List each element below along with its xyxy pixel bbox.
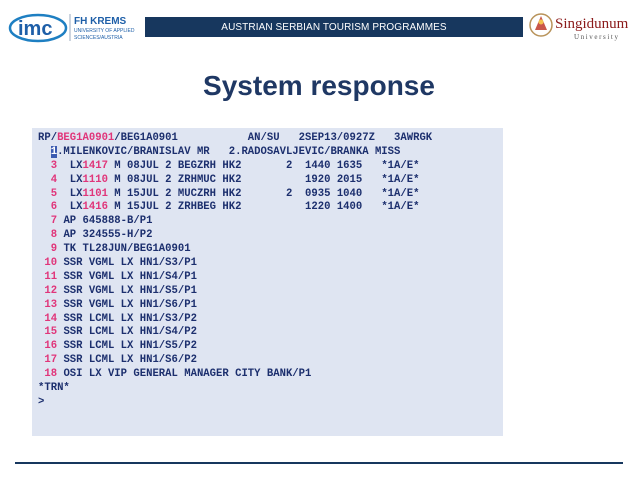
terminal-line bbox=[38, 257, 503, 271]
terminal-text: 5 bbox=[38, 187, 70, 200]
terminal-screen bbox=[32, 128, 503, 436]
fh-krems-sub1: UNIVERSITY OF APPLIED bbox=[74, 28, 135, 34]
fh-krems-text: FH KREMS bbox=[74, 16, 127, 27]
terminal-text: SSR LCML LX HN1/S5/P2 bbox=[63, 340, 197, 353]
terminal-line bbox=[38, 174, 503, 188]
terminal-line bbox=[38, 299, 503, 313]
terminal-text: 14 bbox=[38, 312, 64, 325]
terminal-line bbox=[38, 243, 503, 257]
terminal-line bbox=[38, 368, 503, 382]
terminal-text: 17 bbox=[38, 354, 64, 367]
terminal-line bbox=[38, 188, 503, 202]
imc-logo-text: imc bbox=[18, 18, 53, 40]
terminal-line bbox=[38, 201, 503, 215]
terminal-text bbox=[38, 146, 51, 158]
terminal-text: M 15JUL 2 ZRHBEG HK2 1220 1400 *1A/E* bbox=[107, 201, 420, 214]
terminal-line bbox=[38, 285, 503, 299]
terminal-text: SSR LCML LX HN1/S4/P2 bbox=[63, 326, 197, 339]
terminal-text: SSR LCML LX HN1/S6/P2 bbox=[63, 354, 197, 367]
terminal-line bbox=[38, 215, 503, 229]
terminal-text: 4 bbox=[38, 173, 70, 186]
terminal-text: 16 bbox=[38, 340, 64, 353]
singidunum-logo bbox=[528, 8, 634, 44]
terminal-text: OSI LX VIP GENERAL MANAGER CITY BANK/P1 bbox=[63, 368, 312, 381]
terminal-text: LX bbox=[69, 187, 83, 200]
fh-krems-sub2: SCIENCES/AUSTRIA bbox=[74, 35, 123, 41]
terminal-line bbox=[38, 229, 503, 243]
terminal-text: 12 bbox=[38, 284, 64, 297]
terminal-text: 11 bbox=[38, 270, 64, 283]
terminal-text: TK TL28JUN/BEG1A0901 bbox=[63, 243, 191, 256]
singidunum-sub: University bbox=[574, 33, 620, 41]
header-banner bbox=[145, 17, 523, 37]
terminal-cursor: 1 bbox=[50, 145, 58, 158]
terminal-text: .MILENKOVIC/BRANISLAV MR 2.RADOSAVLJEVIC/BRANKA MISS bbox=[57, 145, 401, 158]
terminal-text: 10 bbox=[38, 257, 64, 270]
banner-text: AUSTRIAN SERBIAN TOURISM PROGRAMMES bbox=[221, 21, 447, 33]
terminal-text: M 08JUL 2 BEGZRH HK2 2 1440 1635 *1A/E* bbox=[107, 159, 420, 172]
terminal-text: LX bbox=[69, 173, 83, 186]
terminal-text: > bbox=[38, 395, 45, 408]
terminal-text: 9 bbox=[38, 243, 64, 256]
terminal-text: RP/ bbox=[38, 132, 58, 144]
terminal-text: /BEG1A0901 AN/SU 2SEP13/0927Z 3AWRGK bbox=[114, 132, 433, 144]
terminal-line bbox=[38, 271, 503, 285]
terminal-text: AP 645888-B/P1 bbox=[63, 215, 153, 228]
terminal-line bbox=[38, 340, 503, 354]
terminal-text: SSR VGML LX HN1/S3/P1 bbox=[63, 257, 197, 270]
terminal-text: 15 bbox=[38, 326, 64, 339]
terminal-text: SSR LCML LX HN1/S3/P2 bbox=[63, 312, 197, 325]
terminal-text: 18 bbox=[38, 368, 64, 381]
terminal-line bbox=[38, 313, 503, 327]
slide-title: System response bbox=[203, 70, 435, 101]
terminal-text: 8 bbox=[38, 229, 64, 242]
terminal-text: SSR VGML LX HN1/S5/P1 bbox=[63, 284, 197, 297]
terminal-text: M 08JUL 2 ZRHMUC HK2 1920 2015 *1A/E* bbox=[107, 173, 420, 186]
terminal-text: *TRN* bbox=[38, 382, 70, 395]
terminal-line bbox=[38, 396, 503, 410]
terminal-text: 7 bbox=[38, 215, 64, 228]
singidunum-name: Singidunum bbox=[555, 16, 629, 32]
terminal-text: 13 bbox=[38, 298, 64, 311]
terminal-line bbox=[38, 382, 503, 396]
terminal-text: BEG1A0901 bbox=[57, 132, 115, 144]
terminal-text: LX bbox=[69, 201, 83, 214]
terminal-text: 1417 bbox=[82, 159, 108, 172]
terminal-text: 1101 bbox=[82, 187, 108, 200]
footer-divider bbox=[15, 462, 623, 464]
terminal-text: 6 bbox=[38, 201, 70, 214]
terminal-line bbox=[38, 326, 503, 340]
terminal-text: 1110 bbox=[82, 173, 108, 186]
terminal-text: M 15JUL 2 MUCZRH HK2 2 0935 1040 *1A/E* bbox=[107, 187, 420, 200]
terminal-line bbox=[38, 132, 503, 146]
terminal-text: AP 324555-H/P2 bbox=[63, 229, 153, 242]
terminal-text: 3 bbox=[38, 159, 70, 172]
terminal-line bbox=[38, 146, 503, 160]
terminal-line bbox=[38, 160, 503, 174]
terminal-text: SSR VGML LX HN1/S6/P1 bbox=[63, 298, 197, 311]
terminal-line bbox=[38, 354, 503, 368]
imc-fh-krems-logo bbox=[8, 10, 142, 44]
terminal-text: SSR VGML LX HN1/S4/P1 bbox=[63, 270, 197, 283]
terminal-text: LX bbox=[69, 159, 83, 172]
terminal-text: 1416 bbox=[82, 201, 108, 214]
